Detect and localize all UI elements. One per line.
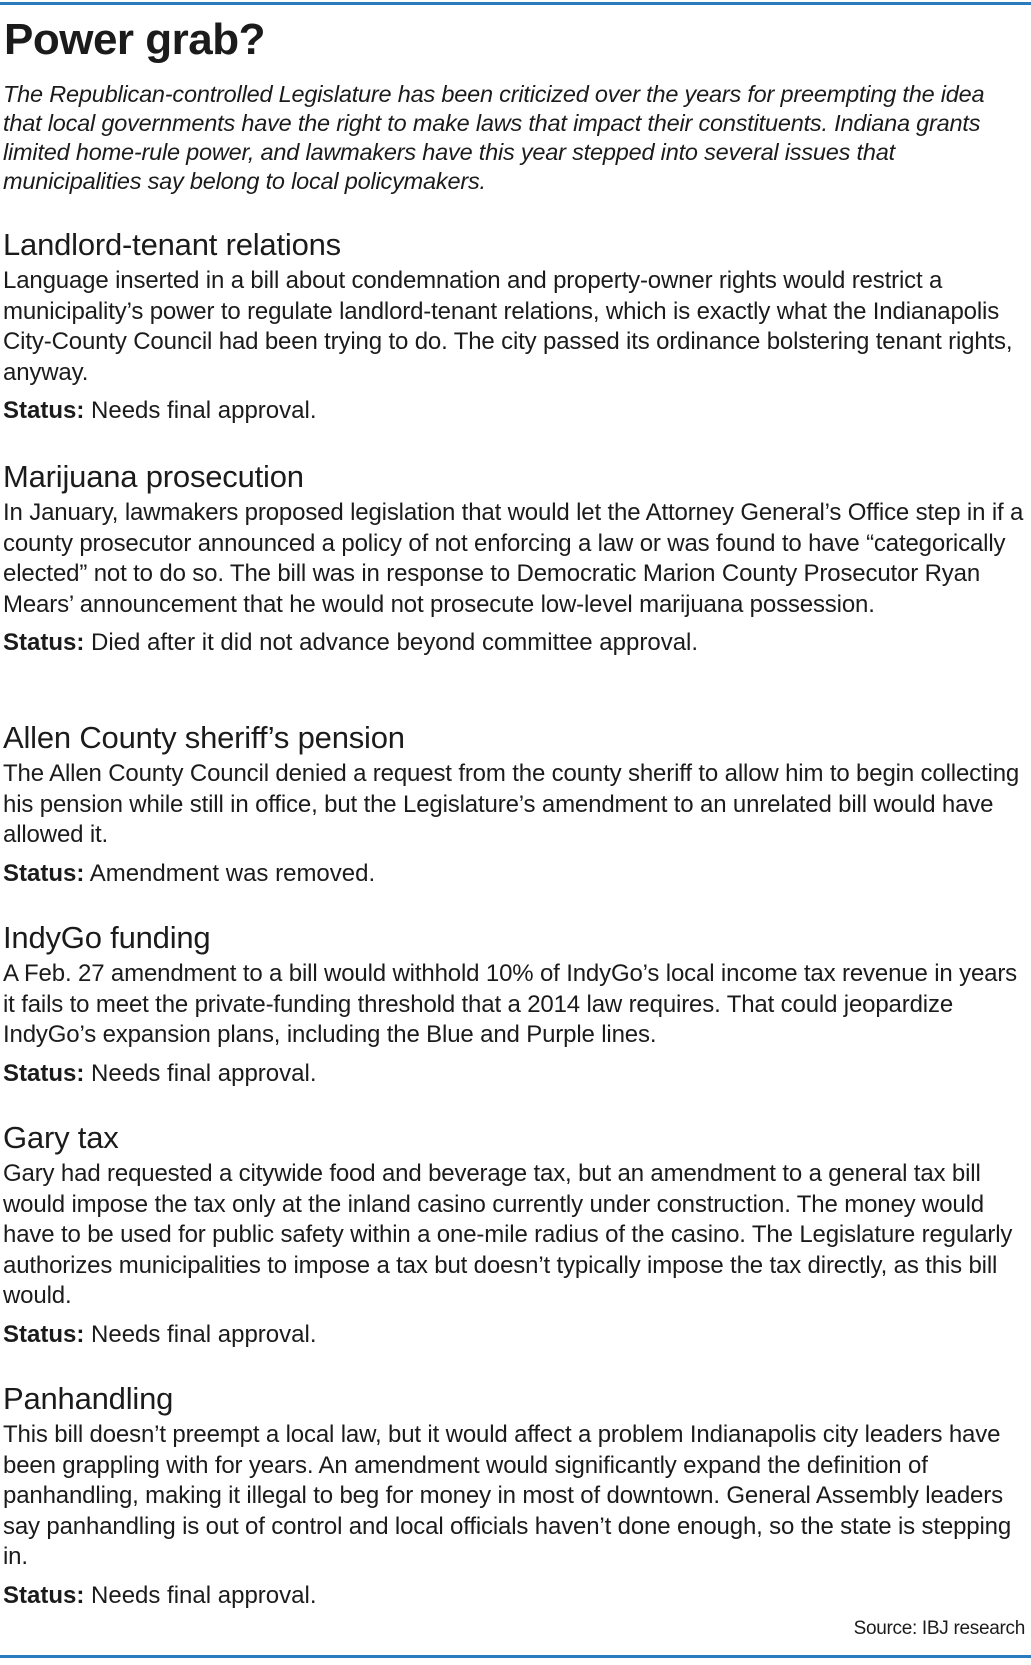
status-value: Amendment was removed. [89, 859, 376, 887]
section-heading: Allen County sheriff’s pension [3, 720, 405, 755]
status-label: Status: [3, 1581, 85, 1609]
status-value: Needs final approval. [91, 1059, 317, 1087]
section-indygo-funding [3, 918, 1027, 1089]
status-value: Needs final approval. [91, 1581, 317, 1609]
section-status [3, 396, 1027, 426]
status-label: Status: [3, 1059, 85, 1087]
section-marijuana-prosecution [3, 457, 1027, 658]
status-value: Needs final approval. [91, 397, 317, 424]
status-label: Status: [3, 629, 85, 656]
section-heading: Gary tax [3, 1120, 119, 1155]
section-status [3, 1059, 1027, 1089]
section-body: A Feb. 27 amendment to a bill would withhold 10% of IndyGo’s local income tax revenue in years it fails to meet the private-funding threshold that a 2014 law requires. That could jeopardize IndyGo’s expansion plans, including the Blue and Purple lines. [3, 960, 1018, 1048]
section-gary-tax [3, 1118, 1027, 1350]
top-rule [0, 2, 1031, 5]
intro-paragraph: The Republican-controlled Legislature has been criticized over the years for preempting the idea that local governments have the right to make laws that impact their constituents. Indiana grants limited home-rule power, and lawmakers have this year stepped into several issues that municipalities say belong to local policymakers. [3, 81, 985, 194]
section-status [3, 1581, 1027, 1611]
section-body: The Allen County Council denied a request from the county sheriff to allow him to begin collecting his pension while still in office, but the Legislature’s amendment to an unrelated bill would have allowed it. [3, 760, 1020, 848]
section-status [3, 1320, 1027, 1350]
section-body: Gary had requested a citywide food and beverage tax, but an amendment to a general tax bill would impose the tax only at the inland casino currently under construction. The money would have to be used for public safety within a one-mile radius of the casino. The Legislature regularly authorizes municipalities to impose a tax but doesn’t typically impose the tax directly, as this bill would. [3, 1160, 1013, 1309]
status-label: Status: [3, 397, 85, 424]
page-title: Power grab? [4, 15, 265, 64]
section-sheriff-pension [3, 718, 1027, 889]
status-value: Needs final approval. [91, 1320, 317, 1348]
section-heading: Marijuana prosecution [3, 459, 304, 494]
section-landlord-tenant [3, 225, 1027, 426]
bottom-rule [0, 1655, 1031, 1658]
status-label: Status: [3, 859, 85, 887]
section-heading: IndyGo funding [3, 920, 211, 955]
section-panhandling [3, 1379, 1027, 1611]
section-heading: Landlord-tenant relations [3, 227, 341, 262]
section-status [3, 628, 1027, 658]
source-credit: Source: IBJ research [853, 1618, 1025, 1639]
section-heading: Panhandling [3, 1381, 174, 1416]
section-body: Language inserted in a bill about condemnation and property-owner rights would restrict a municipality’s power to regulate landlord-tenant relations, which is exactly what the Indianapolis City-County Council had been trying to do. The city passed its ordinance bolstering tenant rights, anyway. [3, 267, 1013, 386]
status-label: Status: [3, 1320, 85, 1348]
status-value: Died after it did not advance beyond committee approval. [91, 629, 699, 656]
section-status [3, 859, 1027, 889]
section-body: This bill doesn’t preempt a local law, but it would affect a problem Indianapolis city leaders have been grappling with for years. An amendment would significantly expand the definition of panhandling, making it illegal to beg for money in most of downtown. General Assembly leaders say panhandling is out of control and local officials haven’t done enough, so the state is stepping in. [3, 1421, 1012, 1570]
section-body: In January, lawmakers proposed legislation that would let the Attorney General’s Office step in if a county prosecutor announced a policy of not enforcing a law or was found to have “categorically elected” not to do so. The bill was in response to Democratic Marion County Prosecutor Ryan Mears’ announcement that he would not prosecute low-level marijuana possession. [3, 499, 1024, 618]
